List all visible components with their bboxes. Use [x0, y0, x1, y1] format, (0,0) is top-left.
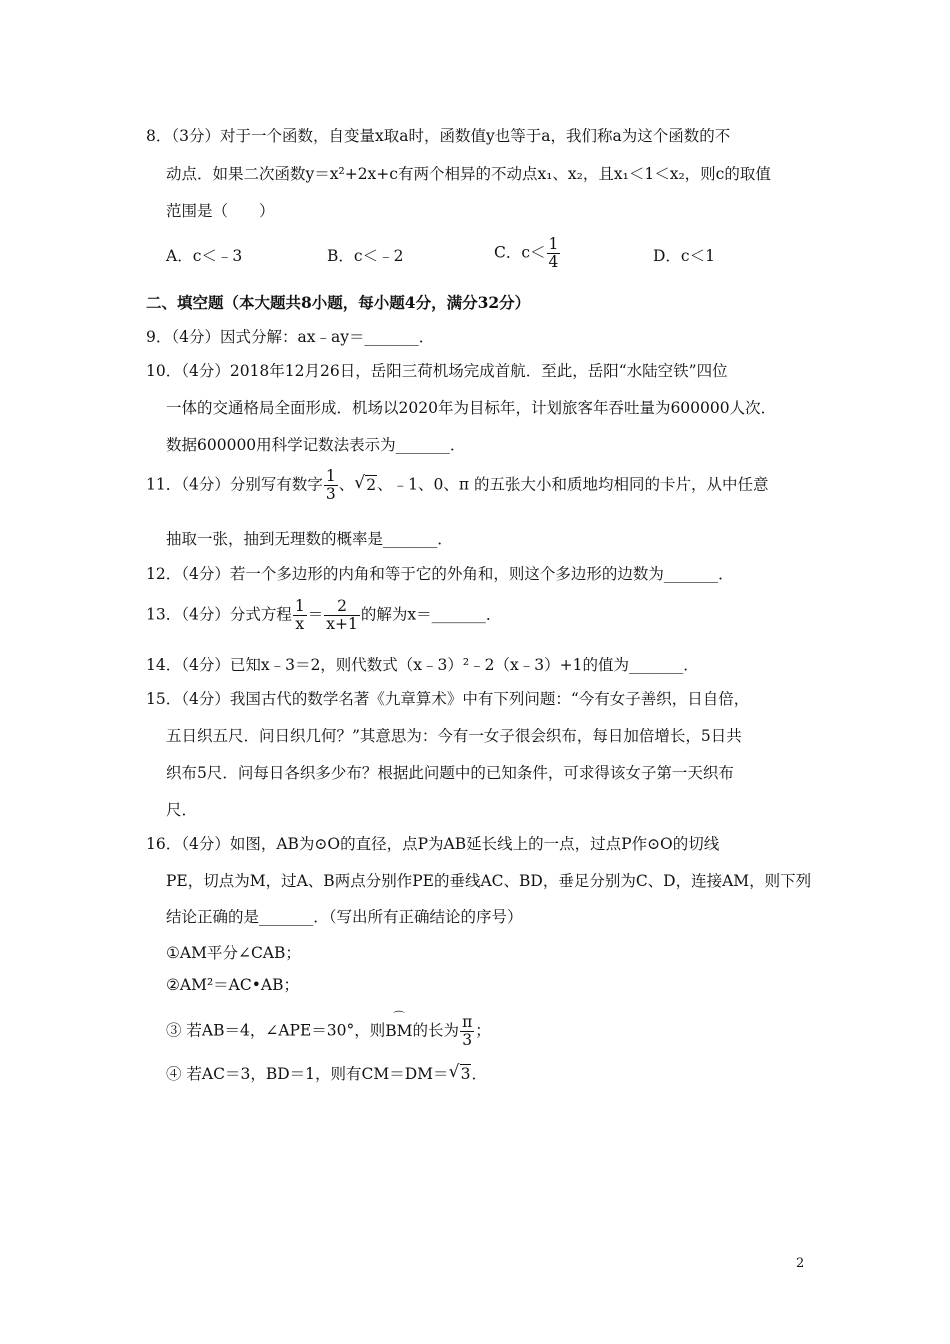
q11-line2: 抽取一张，抽到无理数的概率是_______．: [166, 530, 453, 548]
fraction-denominator: x+1: [326, 615, 358, 633]
q11-line1: [146, 468, 768, 503]
question-text-cont: 、﹣1、0、π 的五张大小和质地均相同的卡片，从中任意: [377, 475, 769, 494]
question-text: 2018年12月26日，岳阳三荷机场完成首航．至此，岳阳“水陆空铁”四位: [229, 362, 728, 380]
statement-text: ③ 若AB＝4，∠APE＝30°，则: [166, 1021, 386, 1040]
statement-text-end: ．: [471, 1065, 487, 1083]
fraction-denominator: x: [295, 615, 305, 633]
statement-text-end: ；: [475, 1021, 491, 1040]
question-number: 16．（4分）: [146, 835, 230, 853]
q10-line3: 数据600000用科学记数法表示为_______．: [166, 436, 466, 454]
fraction: [547, 236, 561, 271]
q8-choice-a: A．c＜﹣3: [166, 247, 243, 265]
q16-statement-1: ①AM平分∠CAB；: [166, 944, 301, 962]
choice-c-label: C．c＜: [494, 243, 546, 262]
q16-statement-3: [166, 1009, 491, 1049]
q15-line4: 尺．: [166, 801, 198, 819]
question-text: 已知x﹣3＝2，则代数式（x﹣3）²﹣2（x﹣3）+1的值为_______．: [229, 656, 699, 674]
q16-statement-2: ②AM²＝AC•AB；: [166, 976, 299, 994]
q15-line3: 织布5尺．问每日各织多少布？根据此问题中的已知条件，可求得该女子第一天织布: [166, 764, 734, 782]
section-heading: 二、填空题（本大题共8小题，每小题4分，满分32分）: [146, 293, 531, 312]
sqrt-argument: 3: [460, 1065, 471, 1083]
q16-line2: PE，切点为M，过A、B两点分别作PE的垂线AC、BD，垂足分别为C、D，连接AM，则下列: [166, 872, 812, 890]
fraction: [460, 1014, 474, 1049]
question-number: 15．（4分）: [146, 690, 230, 708]
question-number: 13．（4分）: [146, 605, 230, 624]
arc-bm: ⌒ BM: [385, 1009, 413, 1040]
fraction-denominator: 3: [325, 485, 336, 503]
fraction-denominator: 4: [548, 253, 559, 271]
question-text: 如图，AB为⊙O的直径，点P为AB延长线上的一点，过点P作⊙O的切线: [229, 835, 720, 853]
question-number: 11．（4分）: [146, 475, 230, 494]
question-text: 若一个多边形的内角和等于它的外角和，则这个多边形的边数为_______．: [229, 565, 734, 583]
fraction: [324, 468, 338, 503]
q16-line1: [146, 834, 719, 854]
question-text-cont: 的解为x＝_______．: [360, 605, 502, 624]
question-text: 对于一个函数，自变量x取a时，函数值y也等于a，我们称a为这个函数的不: [219, 127, 731, 145]
question-text: 分式方程: [229, 605, 292, 624]
fraction-numerator: 1: [294, 597, 305, 615]
q9-line1: [146, 327, 434, 347]
q16-statement-4: [166, 1064, 487, 1084]
q12-line1: [146, 564, 734, 584]
q14-line1: [146, 655, 699, 675]
statement-text: ④ 若AC＝3，BD＝1，则有CM＝DM＝: [166, 1065, 449, 1083]
fraction-numerator: π: [462, 1013, 473, 1031]
question-number: 14．（4分）: [146, 656, 230, 674]
fraction-numerator: 1: [548, 235, 559, 253]
statement-text-mid: 的长为: [412, 1021, 460, 1040]
q8-line1: [146, 126, 730, 146]
question-number: 8．（3分）: [146, 127, 220, 145]
fraction-numerator: 1: [325, 467, 336, 485]
q10-line1: [146, 361, 728, 381]
fraction-numerator: 2: [324, 598, 360, 616]
question-text: 因式分解：ax﹣ay＝_______．: [219, 328, 435, 346]
q15-line1: [146, 689, 749, 709]
q15-line2: 五日织五尺．问日织几何？”其意思为：今有一女子很会织布，每日加倍增长，5日共: [166, 727, 742, 745]
question-text: 分别写有数字: [229, 475, 323, 494]
q8-choice-c: [494, 236, 561, 271]
sqrt-expression: √ 3: [448, 1062, 471, 1083]
question-number: 9．（4分）: [146, 328, 220, 346]
equals-sign: ＝: [307, 605, 324, 624]
arc-label: BM: [385, 1021, 413, 1040]
separator: 、: [338, 475, 355, 494]
page-number: 2: [796, 1256, 805, 1271]
fraction: [324, 598, 360, 633]
question-text: 我国古代的数学名著《九章算术》中有下列问题：“今有女子善织，日自倍，: [229, 690, 750, 708]
q8-line3: 范围是（ ）: [166, 202, 275, 220]
q8-choice-d: D．c＜1: [653, 247, 715, 265]
fraction: [293, 598, 307, 633]
question-number: 12．（4分）: [146, 565, 230, 583]
question-number: 10．（4分）: [146, 362, 230, 380]
q8-choice-b: B．c＜﹣2: [327, 247, 404, 265]
sqrt-expression: √ 2: [354, 472, 377, 494]
q10-line2: 一体的交通格局全面形成．机场以2020年为目标年，计划旅客年吞吐量为600000人次．: [166, 399, 777, 417]
q8-line2: 动点．如果二次函数y＝x²+2x+c有两个相异的不动点x₁、x₂，且x₁＜1＜x₂，则c的取值: [166, 165, 771, 183]
fraction-denominator: 3: [462, 1031, 473, 1049]
sqrt-argument: 2: [366, 475, 377, 494]
q13-line1: [146, 598, 501, 633]
q16-line3: 结论正确的是_______．（写出所有正确结论的序号）: [166, 908, 523, 926]
